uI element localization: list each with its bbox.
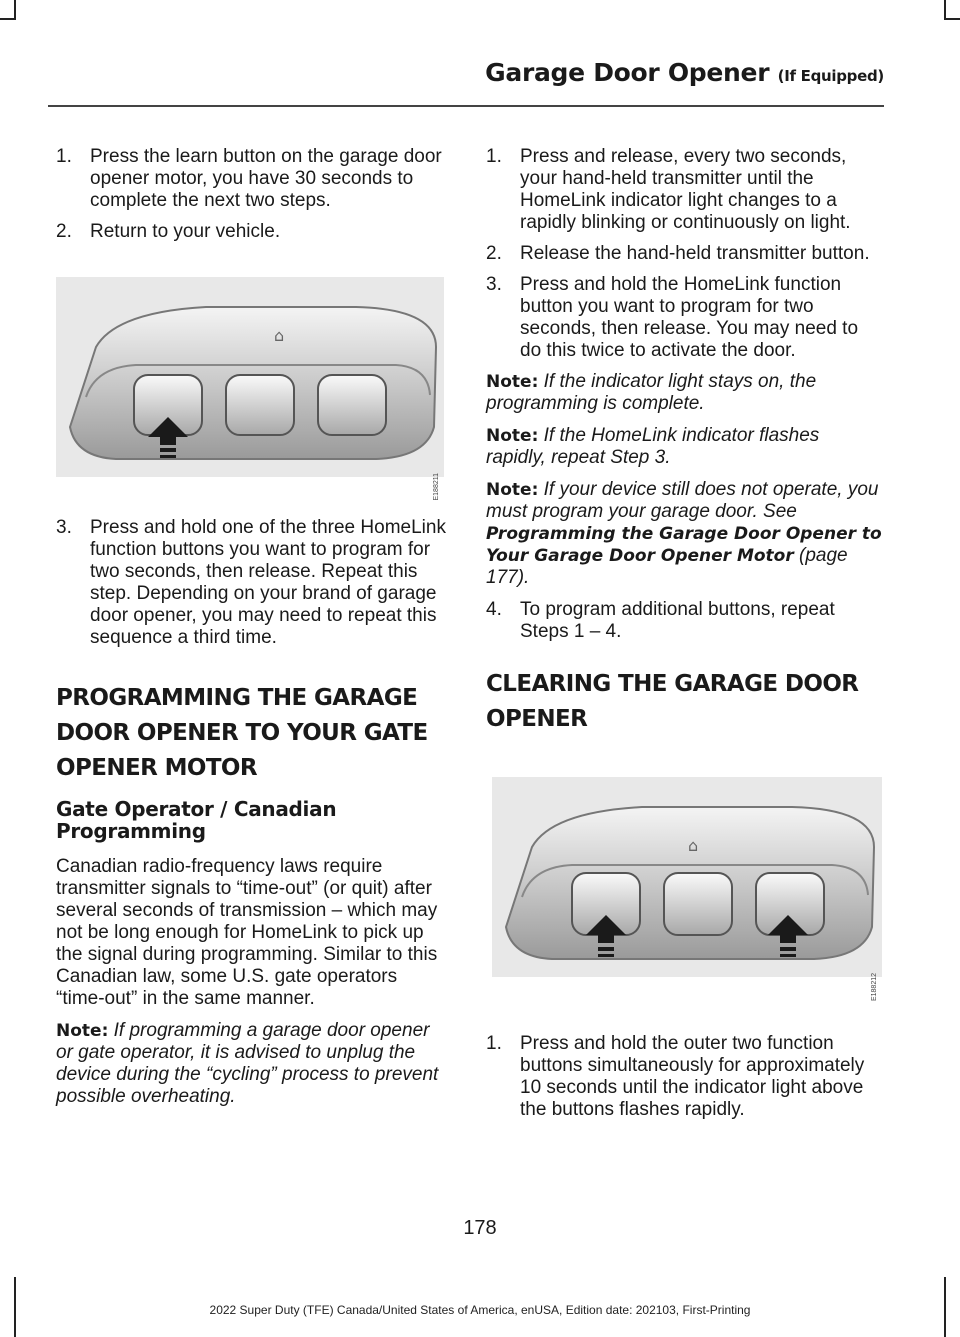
step-item — [486, 274, 882, 362]
function-button — [318, 375, 386, 435]
svg-text:⌂: ⌂ — [688, 836, 699, 855]
note-label: Note: — [56, 1021, 109, 1041]
step-number: 1. — [486, 146, 502, 167]
subsection-heading: Gate Operator / Canadian Programming — [56, 797, 337, 843]
note-text: If programming a garage door opener or gate operator, it is advised to unplug the device during the “cycling” process to prevent possible overheating. — [56, 1020, 439, 1107]
homelink-illustration — [492, 777, 882, 1002]
step-text: Press and hold one of the three HomeLink function buttons you want to program for two seconds, then release. Repeat this step. Depending on your brand of garage door opener, you may need to repeat this sequence a third time. — [90, 517, 446, 648]
note — [486, 479, 882, 589]
body-paragraph: Canadian radio-frequency laws require transmitter signals to “time-out” (or quit) after several seconds of transmission – which may not be long enough for HomeLink to pick up the signal during programming. Similar to this Canadian law, some U.S. gate operators “time-out” in the same manner. — [56, 856, 438, 1009]
note — [486, 425, 882, 469]
note — [56, 1020, 448, 1108]
step-item — [56, 221, 448, 243]
crop-mark — [14, 0, 16, 20]
step-number: 1. — [486, 1033, 502, 1054]
step-text: Press and hold the outer two function buttons simultaneously for approximately 10 seconds until the indicator light above the buttons flashes rapidly. — [520, 1033, 865, 1120]
step-item — [486, 1033, 882, 1121]
note — [486, 371, 882, 415]
homelink-buttons-figure — [56, 277, 444, 501]
step-item — [486, 146, 882, 234]
note-label: Note: — [486, 480, 539, 500]
left-column — [56, 146, 448, 1118]
page-header-title — [0, 58, 884, 87]
step-text: Release the hand-held transmitter button. — [520, 243, 870, 264]
step-number: 3. — [56, 517, 72, 538]
right-column — [486, 146, 882, 1130]
section-heading: CLEARING THE GARAGE DOOR OPENER — [486, 671, 859, 732]
note-text: If the HomeLink indicator flashes rapidly, repeat Step 3. — [486, 425, 820, 468]
note-text: If the indicator light stays on, the programming is complete. — [486, 371, 817, 414]
crop-mark — [944, 0, 946, 20]
homelink-clear-figure — [492, 777, 882, 1002]
section-heading: PROGRAMMING THE GARAGE DOOR OPENER TO YOUR GATE OPENER MOTOR — [56, 685, 428, 781]
header-title-text: Garage Door Opener — [485, 58, 770, 87]
header-title-suffix: (If Equipped) — [777, 67, 884, 85]
crop-mark — [944, 18, 960, 20]
figure-code: E188212 — [871, 973, 878, 1002]
header-rule — [48, 105, 884, 107]
step-text: Press and hold the HomeLink function button you want to program for two seconds, then release. You may need to do this twice to activate the door. — [520, 274, 859, 361]
note-label: Note: — [486, 372, 539, 392]
figure-code: E188211 — [433, 473, 440, 501]
step-text: Press the learn button on the garage door opener motor, you have 30 seconds to complete the next two steps. — [90, 146, 442, 211]
step-number: 4. — [486, 599, 502, 620]
crop-mark — [0, 18, 16, 20]
step-text: Return to your vehicle. — [90, 221, 281, 242]
note-text: If your device still does not operate, you must program your garage door. See — [486, 479, 879, 522]
step-number: 2. — [56, 221, 72, 242]
step-number: 1. — [56, 146, 72, 167]
step-number: 2. — [486, 243, 502, 264]
function-button — [664, 873, 732, 935]
step-item — [56, 517, 448, 649]
page-reference: (page 177). — [486, 545, 848, 588]
step-item — [486, 599, 882, 643]
step-item — [56, 146, 448, 212]
step-item — [486, 243, 882, 265]
step-text: Press and release, every two seconds, your hand-held transmitter until the HomeLink indicator light changes to a rapidly blinking or continuously on light. — [520, 146, 851, 233]
svg-text:⌂: ⌂ — [274, 326, 285, 345]
function-button — [226, 375, 294, 435]
cross-reference-link[interactable]: Programming the Garage Door Opener to Your Garage Door Opener Motor — [486, 524, 882, 566]
page-footer: 2022 Super Duty (TFE) Canada/United States of America, enUSA, Edition date: 202103, First-Printing — [209, 1303, 751, 1317]
step-text: To program additional buttons, repeat Steps 1 – 4. — [520, 599, 835, 642]
step-number: 3. — [486, 274, 502, 295]
homelink-illustration — [56, 277, 444, 501]
page-number: 178 — [463, 1217, 497, 1239]
note-label: Note: — [486, 426, 539, 446]
